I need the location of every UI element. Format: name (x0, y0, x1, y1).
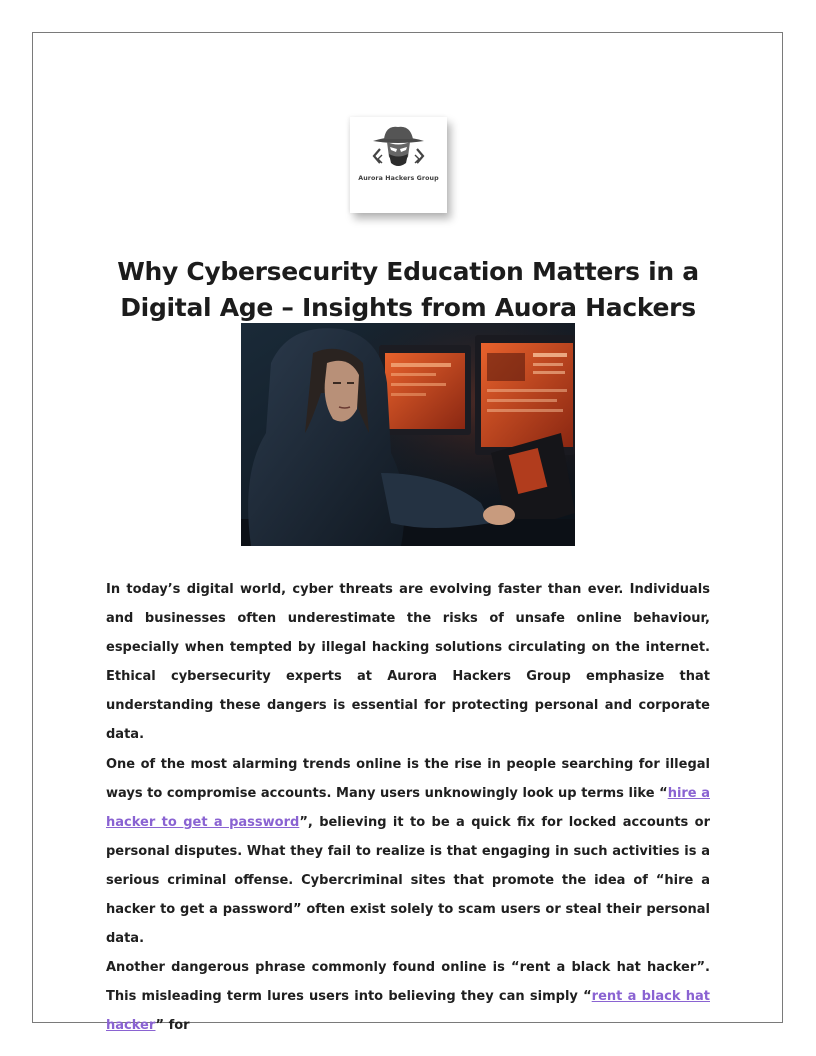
paragraph-2-text-end: ”, believing it to be a quick fix for locked accounts or personal disputes. What they fail to realize is that engaging in such activities is a serious criminal offense. Cybercriminal sites that promote the idea of “hire a hacker to get a password” often exist solely to scam users or steal their personal data. (106, 814, 711, 947)
logo-brand-text: Aurora Hackers Group (358, 175, 439, 182)
logo-card (350, 117, 447, 213)
paragraph-3-text-start: Another dangerous phrase commonly found online is “rent a black hat hacker”. This misleading term lures users into believing they can simply “ (106, 960, 710, 1005)
paragraph-3 (106, 953, 710, 1040)
article-body (106, 575, 710, 1041)
paragraph-2 (106, 750, 710, 954)
paragraph-1 (106, 575, 710, 750)
paragraph-2-text-start: One of the most alarming trends online is the rise in people searching for illegal ways to compromise accounts. Many users unknowingly look up terms like “ (106, 756, 710, 801)
paragraph-1-text: In today’s digital world, cyber threats are evolving faster than ever. Individuals and businesses often underestimate the risks of unsafe online behaviour, especially when tempted by illegal hacking solutions circulating on the internet. Ethical cybersecurity experts at Aurora Hackers Group emphasize that understanding these dangers is essential for protecting personal and corporate data. (106, 582, 710, 743)
link-rent-a-black-hat-hacker[interactable]: rent a black hat hacker (106, 989, 710, 1034)
hacker-mask-logo-icon (370, 123, 427, 175)
paragraph-3-text-end: ” for (155, 1018, 190, 1034)
hero-image (241, 323, 575, 546)
link-hire-a-hacker-to-get-a-password[interactable]: hire a hacker to get a password (106, 785, 710, 830)
article-title: Why Cybersecurity Education Matters in a Digital Age – Insights from Auora Hackers (117, 257, 699, 322)
